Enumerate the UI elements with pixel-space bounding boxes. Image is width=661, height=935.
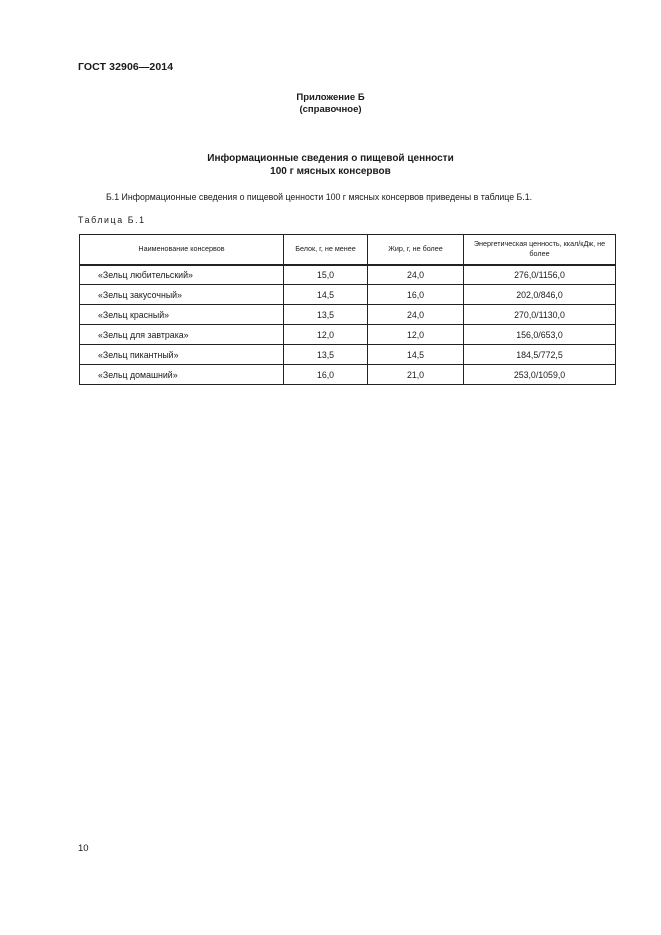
cell-protein: 14,5 [284,285,368,305]
table-row [80,365,616,385]
cell-product-name: «Зельц пикантный» [80,345,284,365]
intro-paragraph: Б.1 Информационные сведения о пищевой ценности 100 г мясных консервов приведены в таблице Б.1. [106,192,533,202]
cell-product-name: «Зельц домашний» [80,365,284,385]
nutrition-table [79,234,616,385]
cell-product-name: «Зельц красный» [80,305,284,325]
cell-fat: 24,0 [368,265,464,285]
cell-fat: 21,0 [368,365,464,385]
column-header-name: Наименование консервов [80,235,284,265]
cell-energy: 184,5/772,5 [464,345,616,365]
document-code: ГОСТ 32906—2014 [78,61,174,73]
section-heading-line-1: Информационные сведения о пищевой ценности [207,153,454,164]
cell-product-name: «Зельц любительский» [80,265,284,285]
cell-energy: 202,0/846,0 [464,285,616,305]
table-row [80,305,616,325]
table-row [80,345,616,365]
annex-subtitle: (справочное) [299,104,362,115]
cell-protein: 16,0 [284,365,368,385]
column-header-energy: Энергетическая ценность, ккал/кДж, не более [464,235,616,265]
cell-protein: 15,0 [284,265,368,285]
section-heading [0,153,661,178]
cell-energy: 156,0/653,0 [464,325,616,345]
cell-product-name: «Зельц для завтрака» [80,325,284,345]
table-row [80,325,616,345]
cell-energy: 270,0/1130,0 [464,305,616,325]
section-heading-line-2: 100 г мясных консервов [270,165,391,177]
cell-protein: 13,5 [284,305,368,325]
table-caption: Таблица Б.1 [78,215,146,225]
cell-protein: 12,0 [284,325,368,345]
cell-energy: 253,0/1059,0 [464,365,616,385]
table-row [80,285,616,305]
column-header-protein: Белок, г, не менее [284,235,368,265]
cell-fat: 14,5 [368,345,464,365]
cell-energy: 276,0/1156,0 [464,265,616,285]
annex-title [0,92,661,116]
table-row [80,265,616,285]
cell-fat: 16,0 [368,285,464,305]
cell-protein: 13,5 [284,345,368,365]
cell-fat: 12,0 [368,325,464,345]
cell-fat: 24,0 [368,305,464,325]
page-number: 10 [78,843,89,854]
column-header-fat: Жир, г, не более [368,235,464,265]
annex-title-label: Приложение Б [296,92,365,103]
table-header-row [80,235,616,265]
cell-product-name: «Зельц закусочный» [80,285,284,305]
